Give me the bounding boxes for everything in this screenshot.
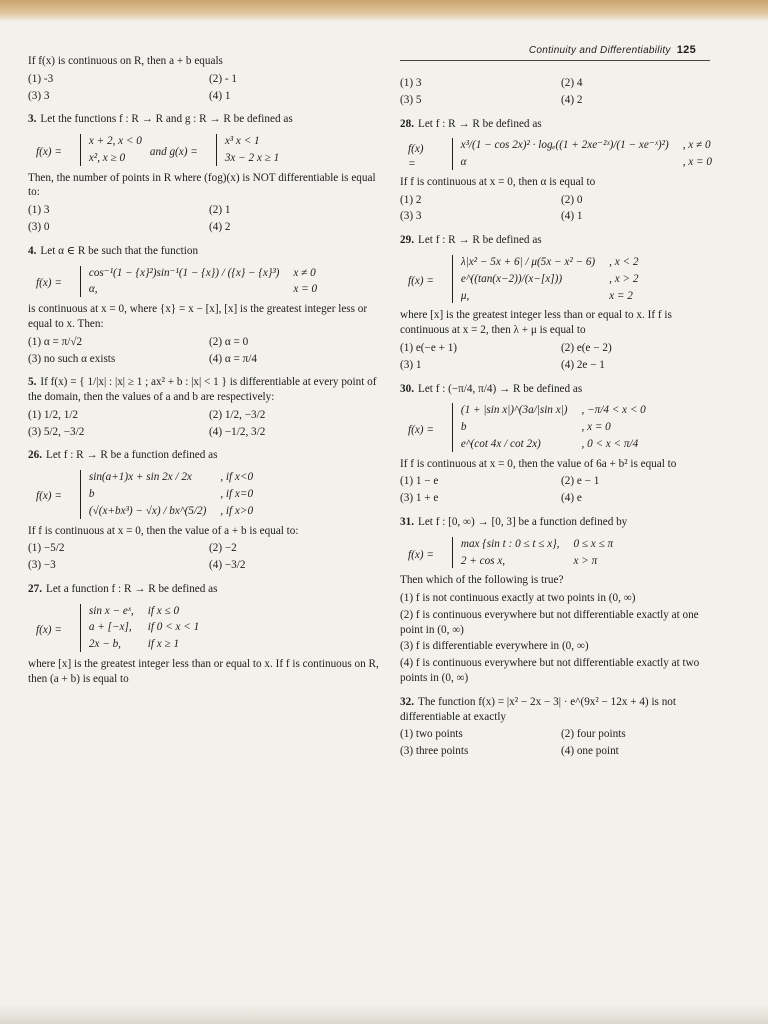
- question-27-options: [400, 76, 712, 108]
- option-2[interactable]: (2) 1/2, −3/2: [209, 408, 266, 421]
- function-label: and g(x) =: [149, 146, 198, 159]
- case: 3x − 2 x ≥ 1: [224, 151, 280, 164]
- option-4[interactable]: (4) 1: [209, 89, 231, 102]
- question-number: 32.: [400, 695, 414, 708]
- function-label: f(x) =: [36, 277, 62, 290]
- right-column: [400, 76, 712, 768]
- case-condition: if 0 < x < 1: [147, 621, 200, 634]
- case-condition: x ≠ 0: [293, 266, 316, 279]
- piecewise-cases: [80, 604, 199, 652]
- option-4[interactable]: (4) −3/2: [209, 559, 246, 572]
- case-condition: if x ≤ 0: [147, 604, 180, 617]
- function-label: f(x) =: [408, 548, 434, 561]
- question-text: Then which of the following is true?: [400, 574, 564, 587]
- option-1[interactable]: (1) −5/2: [28, 542, 65, 555]
- options: [400, 341, 712, 373]
- question-number: 4.: [28, 244, 37, 257]
- definition-row: [28, 466, 380, 523]
- question-stem: Let a function f : R → R be defined as: [45, 582, 218, 595]
- question-number: 29.: [400, 234, 414, 247]
- question-number: 28.: [400, 117, 414, 130]
- question-text: If f is continuous at x = 0, then α is equal to: [400, 175, 596, 188]
- case-expression: cos⁻¹(1 − {x}²)sin⁻¹(1 − {x}) / ({x} − {x}³): [88, 266, 280, 279]
- option-2[interactable]: (2) - 1: [209, 72, 237, 85]
- case-expression: λ|x² − 5x + 6| / μ(5x − x² − 6): [460, 256, 596, 269]
- question-stem: If f(x) = { 1/|x| : |x| ≥ 1 ; ax² + b : |x| < 1 } is differentiable at every point of the domain, then the values of a and b are respectively:: [28, 376, 377, 404]
- case-expression: b: [88, 487, 95, 500]
- page-bottom-shadow: [0, 1004, 768, 1024]
- case: x³ x < 1: [224, 135, 260, 148]
- definition-row: [28, 130, 380, 171]
- question-number: 5.: [28, 376, 37, 389]
- case-condition: , if x>0: [220, 504, 254, 517]
- function-label: f(x) =: [408, 423, 434, 436]
- top-photo-strip: [0, 0, 768, 22]
- options: [28, 335, 380, 367]
- function-label: f(x) =: [36, 623, 62, 636]
- g-cases: [216, 134, 279, 166]
- piecewise-cases: [80, 470, 253, 518]
- option-3[interactable]: (3) 3: [28, 89, 50, 102]
- option-1[interactable]: (1) f is not continuous exactly at two points in (0, ∞): [400, 592, 636, 605]
- options: [400, 591, 712, 686]
- option-4[interactable]: (4) 2: [209, 221, 231, 234]
- case-condition: , x < 2: [609, 256, 639, 269]
- case: x², x ≥ 0: [88, 151, 126, 164]
- option-1[interactable]: (1) e(−e + 1): [400, 341, 458, 354]
- piecewise-cases: [452, 403, 646, 451]
- case-condition: x > π: [573, 554, 598, 567]
- piecewise-cases: [452, 537, 613, 569]
- option-4[interactable]: (4) α = π/4: [209, 352, 257, 365]
- case-expression: b: [460, 421, 467, 434]
- question-stem: The function f(x) = |x² − 2x − 3| · e^(9x² − 12x + 4) is not differentiable at exactly: [400, 695, 677, 723]
- case-condition: 0 ≤ x ≤ π: [573, 537, 614, 550]
- definition-row: [400, 251, 712, 308]
- question-30: [400, 382, 712, 506]
- option-2[interactable]: (2) 4: [561, 77, 583, 89]
- question-stem: If f(x) is continuous on R, then a + b equals: [28, 55, 223, 67]
- options: [400, 76, 712, 108]
- case-expression: e^(cot 4x / cot 2x): [460, 437, 541, 450]
- question-text: where [x] is the greatest integer less than or equal to x. If f is continuous on R, then (a + b) is equal to: [28, 658, 379, 685]
- case-condition: if x ≥ 1: [147, 638, 180, 651]
- piecewise-cases: [452, 138, 712, 170]
- question-text: where [x] is the greatest integer less than or equal to x. If f is continuous at x = 2, then λ + μ is equal to: [400, 309, 672, 337]
- function-label: f(x) =: [408, 142, 424, 170]
- page-number: 125: [676, 44, 696, 56]
- question-stem: Let f : [0, ∞) → [0, 3] be a function defined by: [417, 515, 628, 528]
- option-3[interactable]: (3) 5: [400, 93, 422, 106]
- question-stem: Let the functions f : R → R and g : R → R be defined as: [40, 113, 293, 126]
- definition-row: [400, 134, 712, 175]
- case-condition: , if x=0: [220, 487, 254, 500]
- option-1[interactable]: (1) -3: [28, 72, 54, 85]
- case-expression: α,: [88, 283, 98, 296]
- piecewise-cases: [452, 255, 639, 303]
- case-expression: 2 + cos x,: [460, 554, 506, 567]
- question-27: [28, 582, 380, 687]
- case-condition: , x > 2: [609, 272, 639, 285]
- case-condition: , 0 < x < π/4: [581, 437, 639, 450]
- case-expression: (1 + |sin x|)^(3a/|sin x|): [460, 404, 568, 417]
- option-4[interactable]: (4) −1/2, 3/2: [209, 425, 266, 438]
- question-carryover: [28, 54, 380, 103]
- case-expression: a + [−x],: [88, 621, 132, 634]
- question-text: is continuous at x = 0, where {x} = x − [x], [x] is the greatest integer less or equal to x. Then:: [28, 303, 368, 330]
- option-4[interactable]: (4) f is continuous everywhere but not differentiable exactly at two points in (0, ∞): [400, 657, 700, 684]
- option-2[interactable]: (2) −2: [209, 542, 237, 555]
- options: [28, 541, 380, 573]
- option-1[interactable]: (1) 3: [400, 77, 422, 89]
- options: [28, 72, 380, 104]
- question-5: [28, 375, 380, 439]
- definition-row: [28, 262, 380, 303]
- option-1[interactable]: (1) 1/2, 1/2: [28, 408, 79, 421]
- option-3[interactable]: (3) 1: [400, 358, 422, 371]
- left-column: [28, 54, 380, 696]
- f-cases: [80, 134, 142, 166]
- question-number: 26.: [28, 449, 42, 462]
- question-number: 30.: [400, 382, 414, 395]
- case-condition: , if x<0: [220, 471, 254, 484]
- question-number: 3.: [28, 113, 37, 126]
- case-condition: , −π/4 < x < 0: [581, 404, 646, 417]
- question-stem: Let f : R → R be a function defined as: [45, 449, 218, 462]
- definition-row: [400, 399, 712, 456]
- option-4[interactable]: (4) 2: [561, 93, 583, 106]
- header-rule: [400, 60, 710, 61]
- option-1[interactable]: (1) two points: [400, 728, 463, 741]
- case-condition: , x ≠ 0: [682, 139, 711, 152]
- option-3[interactable]: (3) 5/2, −3/2: [28, 425, 85, 438]
- option-3[interactable]: (3) 0: [28, 221, 50, 234]
- running-title: Continuity and Differentiability: [528, 45, 671, 56]
- case-condition: , x = 0: [682, 156, 712, 169]
- piecewise-cases: [80, 266, 317, 298]
- case-expression: x³/(1 − cos 2x)² · logₑ((1 + 2xe⁻²ˣ)/(1 − xe⁻ˣ)²): [460, 139, 669, 152]
- question-stem: Let f : (−π/4, π/4) → R be defined as: [417, 382, 583, 395]
- case-expression: (√(x+bx³) − √x) / bx^(5/2): [88, 504, 207, 517]
- question-stem: Let f : R → R be defined as: [417, 117, 542, 130]
- option-4[interactable]: (4) e: [561, 492, 582, 505]
- function-label: f(x) =: [36, 490, 62, 503]
- option-3[interactable]: (3) −3: [28, 559, 56, 572]
- options: [28, 408, 380, 440]
- case-condition: , x = 0: [581, 421, 611, 434]
- question-29: [400, 233, 712, 372]
- question-stem: Let α ∈ R be such that the function: [40, 244, 199, 257]
- options: [400, 727, 712, 759]
- question-3: [28, 112, 380, 234]
- case-expression: e^((tan(x−2))/(x−[x])): [460, 272, 563, 285]
- option-2[interactable]: (2) e − 1: [561, 475, 600, 488]
- question-32: [400, 695, 712, 759]
- option-3[interactable]: (3) no such α exists: [28, 352, 116, 365]
- option-3[interactable]: (3) 3: [400, 210, 422, 223]
- definition-row: [400, 533, 712, 574]
- function-label: f(x) =: [36, 146, 62, 159]
- question-31: [400, 515, 712, 686]
- case-expression: sin(a+1)x + sin 2x / 2x: [88, 471, 192, 484]
- option-3[interactable]: (3) f is differentiable everywhere in (0, ∞): [400, 640, 589, 653]
- option-4[interactable]: (4) one point: [561, 745, 619, 758]
- option-4[interactable]: (4) 2e − 1: [561, 358, 605, 371]
- case-condition: x = 2: [609, 289, 633, 302]
- options: [400, 474, 712, 506]
- question-26: [28, 448, 380, 572]
- option-1[interactable]: (1) 1 − e: [400, 475, 439, 488]
- case-expression: α: [460, 156, 467, 169]
- question-text: Then, the number of points in R where (fog)(x) is NOT differentiable is equal to:: [28, 171, 376, 199]
- option-4[interactable]: (4) 1: [561, 210, 583, 223]
- question-4: [28, 244, 380, 366]
- option-2[interactable]: (2) e(e − 2): [561, 341, 612, 354]
- option-2[interactable]: (2) four points: [561, 728, 626, 741]
- option-1[interactable]: (1) α = π/√2: [28, 335, 83, 348]
- question-text: If f is continuous at x = 0, then the value of 6a + b² is equal to: [400, 457, 677, 470]
- options: [28, 203, 380, 235]
- case-condition: x = 0: [293, 283, 318, 296]
- option-2[interactable]: (2) f is continuous everywhere but not differentiable exactly at one point in (0, ∞): [400, 608, 699, 636]
- case-expression: 2x − b,: [88, 638, 121, 651]
- option-3[interactable]: (3) three points: [400, 745, 469, 758]
- option-2[interactable]: (2) 1: [209, 204, 231, 217]
- option-2[interactable]: (2) 0: [561, 193, 583, 206]
- question-28: [400, 117, 712, 225]
- case-expression: max {sin t : 0 ≤ t ≤ x},: [460, 537, 560, 550]
- option-1[interactable]: (1) 3: [28, 204, 50, 217]
- option-1[interactable]: (1) 2: [400, 193, 422, 206]
- case-expression: sin x − eˣ,: [88, 604, 134, 617]
- question-text: If f is continuous at x = 0, then the value of a + b is equal to:: [28, 524, 299, 537]
- case-expression: μ,: [460, 289, 470, 302]
- question-number: 31.: [400, 515, 414, 528]
- case: x + 2, x < 0: [88, 135, 142, 148]
- running-header: [529, 44, 696, 56]
- question-number: 27.: [28, 582, 42, 595]
- function-label: f(x) =: [408, 275, 434, 288]
- option-3[interactable]: (3) 1 + e: [400, 492, 439, 505]
- options: [400, 193, 712, 225]
- option-2[interactable]: (2) α = 0: [209, 335, 249, 348]
- question-stem: Let f : R → R be defined as: [417, 234, 542, 247]
- definition-row: [28, 600, 380, 657]
